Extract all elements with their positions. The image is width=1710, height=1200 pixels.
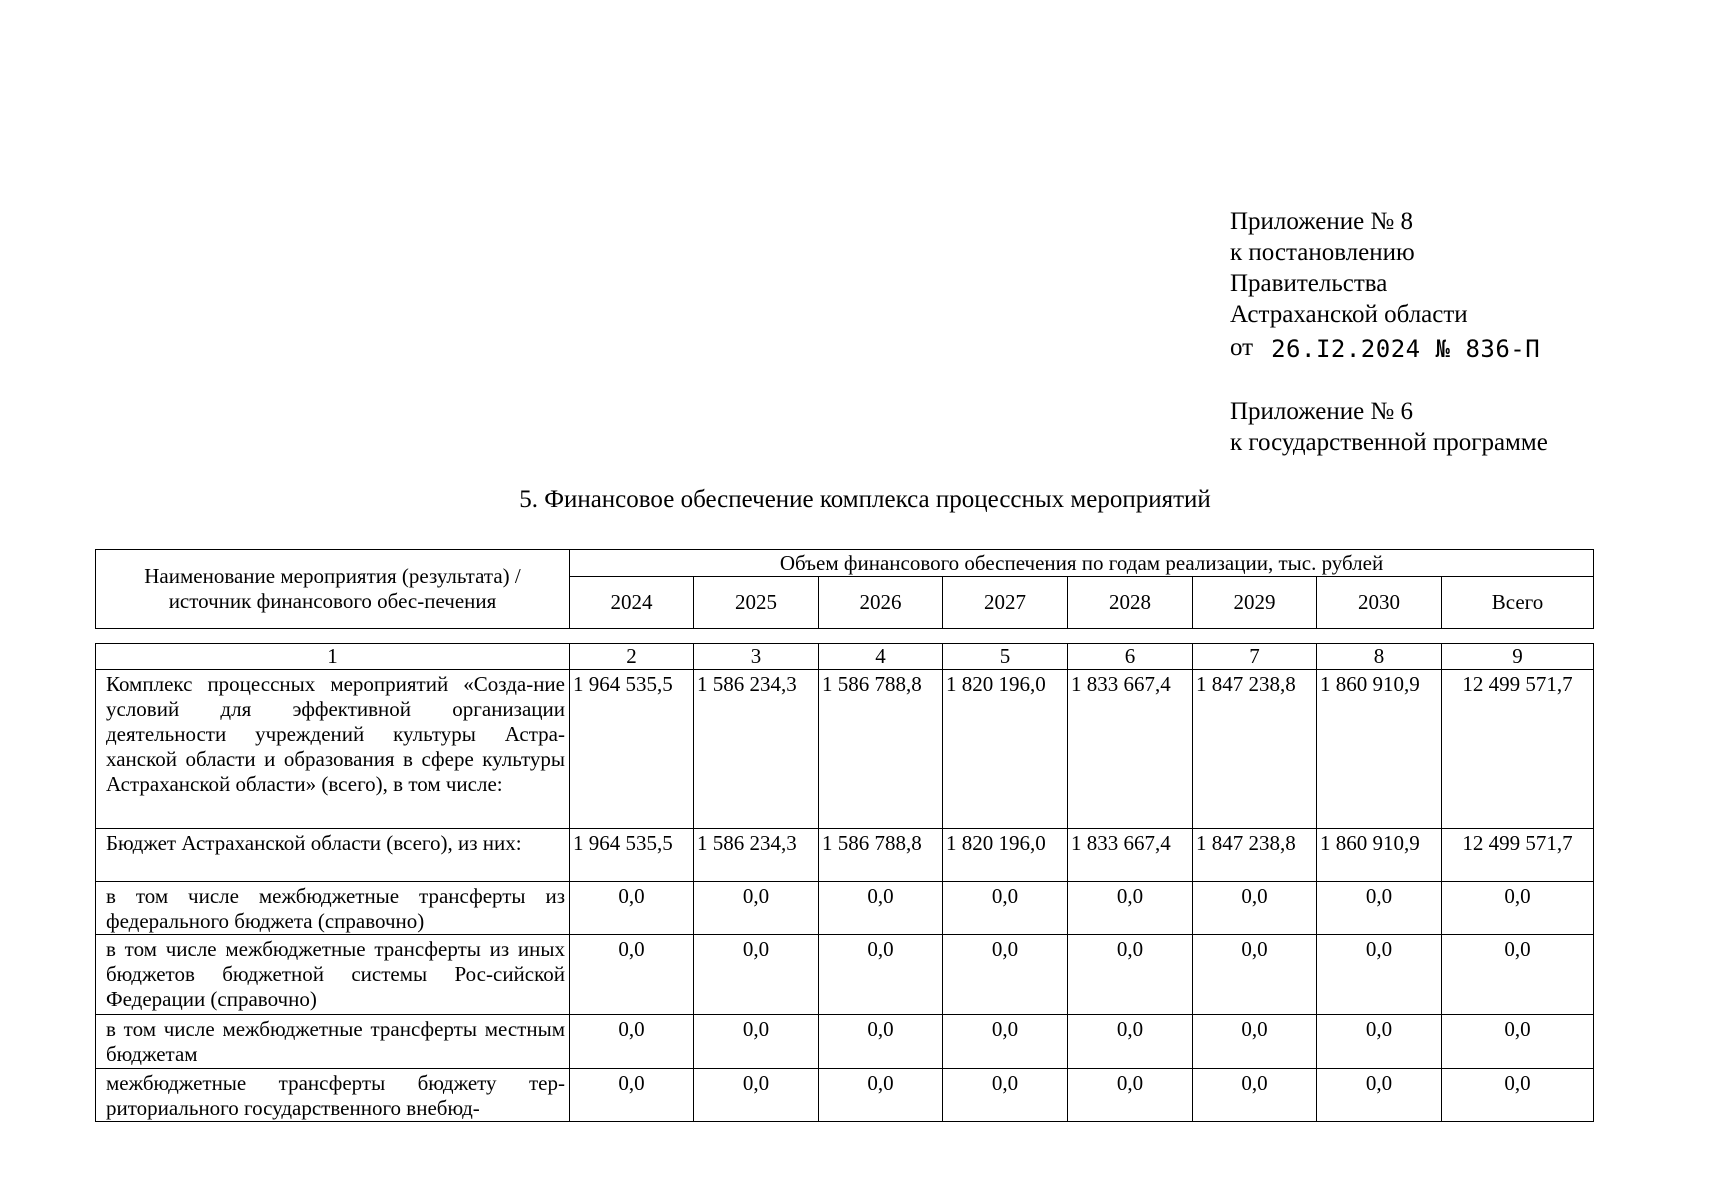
header-activity-name: Наименование мероприятия (результата) / источник финансового обес-печения [96,550,570,629]
column-number: 8 [1317,644,1442,670]
row-name: Бюджет Астраханской области (всего), из них: [96,829,570,882]
appendix-6-line2: к государственной программе [1230,429,1548,456]
cell-value: 0,0 [570,1015,694,1069]
cell-value: 1 833 667,4 [1068,829,1193,882]
cell-value: 1 586 234,3 [694,670,819,829]
cell-value: 0,0 [570,935,694,1015]
cell-value: 0,0 [1193,882,1317,935]
cell-value: 1 964 535,5 [570,829,694,882]
table-row [96,882,1594,935]
column-number: 5 [943,644,1068,670]
cell-value: 1 820 196,0 [943,670,1068,829]
appendix-6-title: Приложение № 6 [1230,398,1414,425]
cell-value: 0,0 [1068,882,1193,935]
cell-value: 0,0 [819,882,943,935]
cell-total: 12 499 571,7 [1442,829,1594,882]
financing-table [95,643,1594,1122]
cell-total: 0,0 [1442,1069,1594,1122]
header-year: 2026 [819,577,943,629]
cell-value: 0,0 [570,882,694,935]
header-financing-volume: Объем финансового обеспечения по годам реализации, тыс. рублей [570,550,1594,577]
row-name: в том числе межбюджетные трансферты из федерального бюджета (справочно) [96,882,570,935]
cell-value: 1 847 238,8 [1193,829,1317,882]
cell-value: 0,0 [694,1069,819,1122]
header-year: 2029 [1193,577,1317,629]
row-name: межбюджетные трансферты бюджету тер-риториального государственного внебюд- [96,1069,570,1122]
cell-total: 0,0 [1442,882,1594,935]
cell-value: 1 860 910,9 [1317,670,1442,829]
row-name: Комплекс процессных мероприятий «Созда-ние условий для эффективной организации деятельности учреждений культуры Астра-ханской области и образования в сфере культуры Астраханской области» (всего), в том числе: [96,670,570,829]
column-number: 2 [570,644,694,670]
cell-value: 1 847 238,8 [1193,670,1317,829]
header-year: 2030 [1317,577,1442,629]
cell-total: 0,0 [1442,1015,1594,1069]
header-year: 2025 [694,577,819,629]
column-number: 4 [819,644,943,670]
cell-value: 0,0 [819,935,943,1015]
table-row [96,935,1594,1015]
cell-value: 0,0 [1317,1015,1442,1069]
table-row [96,1069,1594,1122]
cell-value: 1 586 234,3 [694,829,819,882]
appendix-8-line3: Правительства [1230,270,1388,297]
cell-value: 0,0 [943,935,1068,1015]
cell-total: 0,0 [1442,935,1594,1015]
appendix-8-line2: к постановлению [1230,239,1415,266]
appendix-8-date-line [1230,334,1540,365]
cell-value: 1 964 535,5 [570,670,694,829]
cell-value: 0,0 [1068,1069,1193,1122]
cell-value: 0,0 [819,1069,943,1122]
cell-value: 0,0 [694,935,819,1015]
table-row [96,829,1594,882]
section-title: 5. Финансовое обеспечение комплекса процессных мероприятий [519,486,1211,513]
column-number: 7 [1193,644,1317,670]
cell-value: 1 833 667,4 [1068,670,1193,829]
cell-total: 12 499 571,7 [1442,670,1594,829]
column-number: 3 [694,644,819,670]
header-year: 2024 [570,577,694,629]
column-number: 1 [96,644,570,670]
cell-value: 1 586 788,8 [819,829,943,882]
cell-value: 0,0 [1317,935,1442,1015]
cell-value: 0,0 [943,882,1068,935]
column-number: 9 [1442,644,1594,670]
cell-value: 0,0 [943,1069,1068,1122]
row-name: в том числе межбюджетные трансферты местным бюджетам [96,1015,570,1069]
table-row [96,670,1594,829]
cell-value: 0,0 [1193,935,1317,1015]
cell-value: 0,0 [1068,935,1193,1015]
table-row [96,1015,1594,1069]
column-number: 6 [1068,644,1193,670]
decree-date-number: 26.I2.2024 № 836-П [1271,335,1541,363]
cell-value: 0,0 [819,1015,943,1069]
table-header [95,549,1594,629]
cell-value: 0,0 [694,882,819,935]
cell-value: 0,0 [1193,1069,1317,1122]
header-year: 2027 [943,577,1068,629]
cell-value: 0,0 [1317,882,1442,935]
appendix-8-block [1230,206,1540,365]
cell-value: 0,0 [1317,1069,1442,1122]
appendix-8-ot: от [1230,334,1254,361]
cell-value: 0,0 [1193,1015,1317,1069]
cell-value: 1 586 788,8 [819,670,943,829]
column-number-row [96,644,1594,670]
cell-value: 0,0 [1068,1015,1193,1069]
cell-value: 0,0 [943,1015,1068,1069]
appendix-8-line4: Астраханской области [1230,301,1468,328]
row-name: в том числе межбюджетные трансферты из иных бюджетов бюджетной системы Рос-сийской Федерации (справочно) [96,935,570,1015]
header-year: 2028 [1068,577,1193,629]
cell-value: 0,0 [570,1069,694,1122]
cell-value: 1 860 910,9 [1317,829,1442,882]
cell-value: 0,0 [694,1015,819,1069]
appendix-6-block [1230,396,1548,458]
header-total: Всего [1442,577,1594,629]
appendix-8-title: Приложение № 8 [1230,208,1414,235]
cell-value: 1 820 196,0 [943,829,1068,882]
